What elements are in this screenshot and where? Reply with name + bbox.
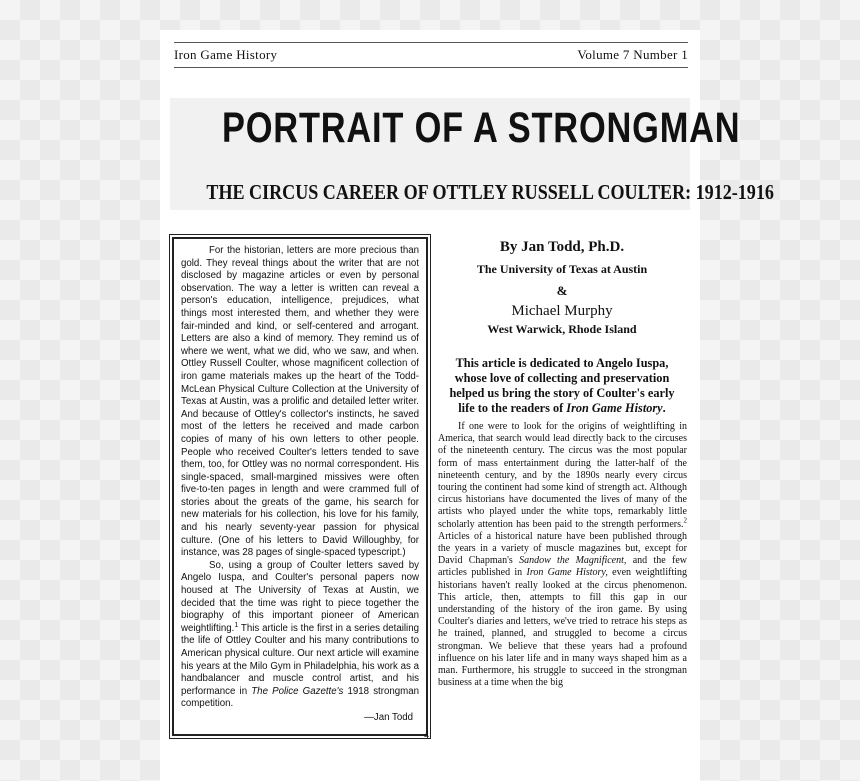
ghost-title: Portrait of a Strongman bbox=[373, 72, 487, 84]
body-paragraph: If one were to look for the origins of weightlifting in America, that search would lead directly back to the circuses of the nineteenth century. The circus was the most popular form of mass entertainment during the latter-half of the nineteenth century, and by the 1890s nearly every circus touring the continent had some kind of strength act. Although circus historians have documented the lives of many of the artists who played under the white tops, remarkably little scholarly attention has been paid to the strength performers.$^2$ Articles of a historical nature have been published through the years in a variety of muscle magazines but, except for David Chapman's Sandow the Magnificent, and the few articles published in Iron Game History, even weightlifting historians haven't really looked at the circus phenomenon. This article, then, attempts to fill this gap in our understanding of the history of the iron game. By using Coulter's diaries and letters, we've tried to retrace his steps as he trained, planned, and struggled to become a circus strongman. We believe that these years had a profound influence on his later life and in many ways shaped him as a man. Furthermore, his struggle to succeed in the strongman business at a time when the big bbox=[438, 421, 687, 689]
volume-number: Volume 7 Number 1 bbox=[577, 47, 688, 62]
ampersand: & bbox=[556, 283, 568, 298]
author-block bbox=[436, 235, 688, 416]
title-banner bbox=[170, 98, 774, 210]
footnote-ref: 1 bbox=[234, 621, 239, 629]
byline: By Jan Todd, Ph.D. bbox=[499, 239, 625, 255]
dedication: This article is dedicated to Angelo Iuspa, whose love of collecting and preservation helped us bring the story of Coulter's early life to the readers of Iron Game History. bbox=[449, 356, 675, 415]
coauthor-name: Michael Murphy bbox=[511, 303, 613, 319]
journal-page bbox=[160, 30, 774, 781]
intro-sidebar-box bbox=[172, 237, 428, 736]
article-body bbox=[438, 421, 687, 689]
page-number: 4 bbox=[424, 730, 429, 741]
affiliation-2: West Warwick, Rhode Island bbox=[487, 322, 637, 336]
article-subtitle: THE CIRCUS CAREER OF OTTLEY RUSSELL COULTER: 1912-1916 bbox=[206, 180, 774, 204]
sidebar-signature: —Jan Todd bbox=[364, 711, 413, 723]
journal-name: Iron Game History bbox=[174, 47, 278, 62]
article-title: PORTRAIT OF A STRONGMAN bbox=[222, 104, 741, 152]
footnote-ref: 2 bbox=[683, 516, 687, 525]
sidebar-paragraph-1: For the historian, letters are more precious than gold. They reveal things about the writer that are not disclosed by magazine articles or even by personal observation. The way a letter is written can reveal a person's education, intelligence, prejudices, what things most interested them, and whether they were fair-minded and kind, or self-centered and arrogant. Letters are also a kind of memory. They remind us of where we went, what we did, who we saw, and when. Ottley Russell Coulter, whose magnificent collection of iron game materials makes up the heart of the Todd-McLean Physical Culture Collection at the University of Texas at Austin, was a prolific and detailed letter writer. And because of Ottley's collector's instincts, he saved most of the letters he received and made carbon copies of many of his own letters to other people. People who received Coulter's letters tended to save them, too, for Ottley was no normal correspondent. His single-spaced, small-margined missives were often five-to-ten pages in length and were crammed full of stories about the greats of the game, his search for new materials for his collection, his love for his family, and his nearly seventy-year passion for physical culture. (One of his letters to David Willoughby, for instance, was 28 pages of single-spaced typescript.) bbox=[181, 245, 419, 559]
sidebar-paragraph-2: So, using a group of Coulter letters saved by Angelo Iuspa, and Coulter's personal papers now housed at The University of Texas at Austin, we decided that the time was right to piece together the biography of this important pioneer of American weightlifting.$^1$ This article is the first in a series detailing the life of Ottley Coulter and his many contributions to American physical culture. Our next article will examine his years at the Milo Gym in Philadelphia, his work as a handbalancer and muscle control artist, and his performance in The Police Gazette's 1918 strongman competition. bbox=[181, 559, 419, 710]
running-header bbox=[174, 42, 688, 68]
affiliation-1: The University of Texas at Austin bbox=[476, 262, 648, 276]
